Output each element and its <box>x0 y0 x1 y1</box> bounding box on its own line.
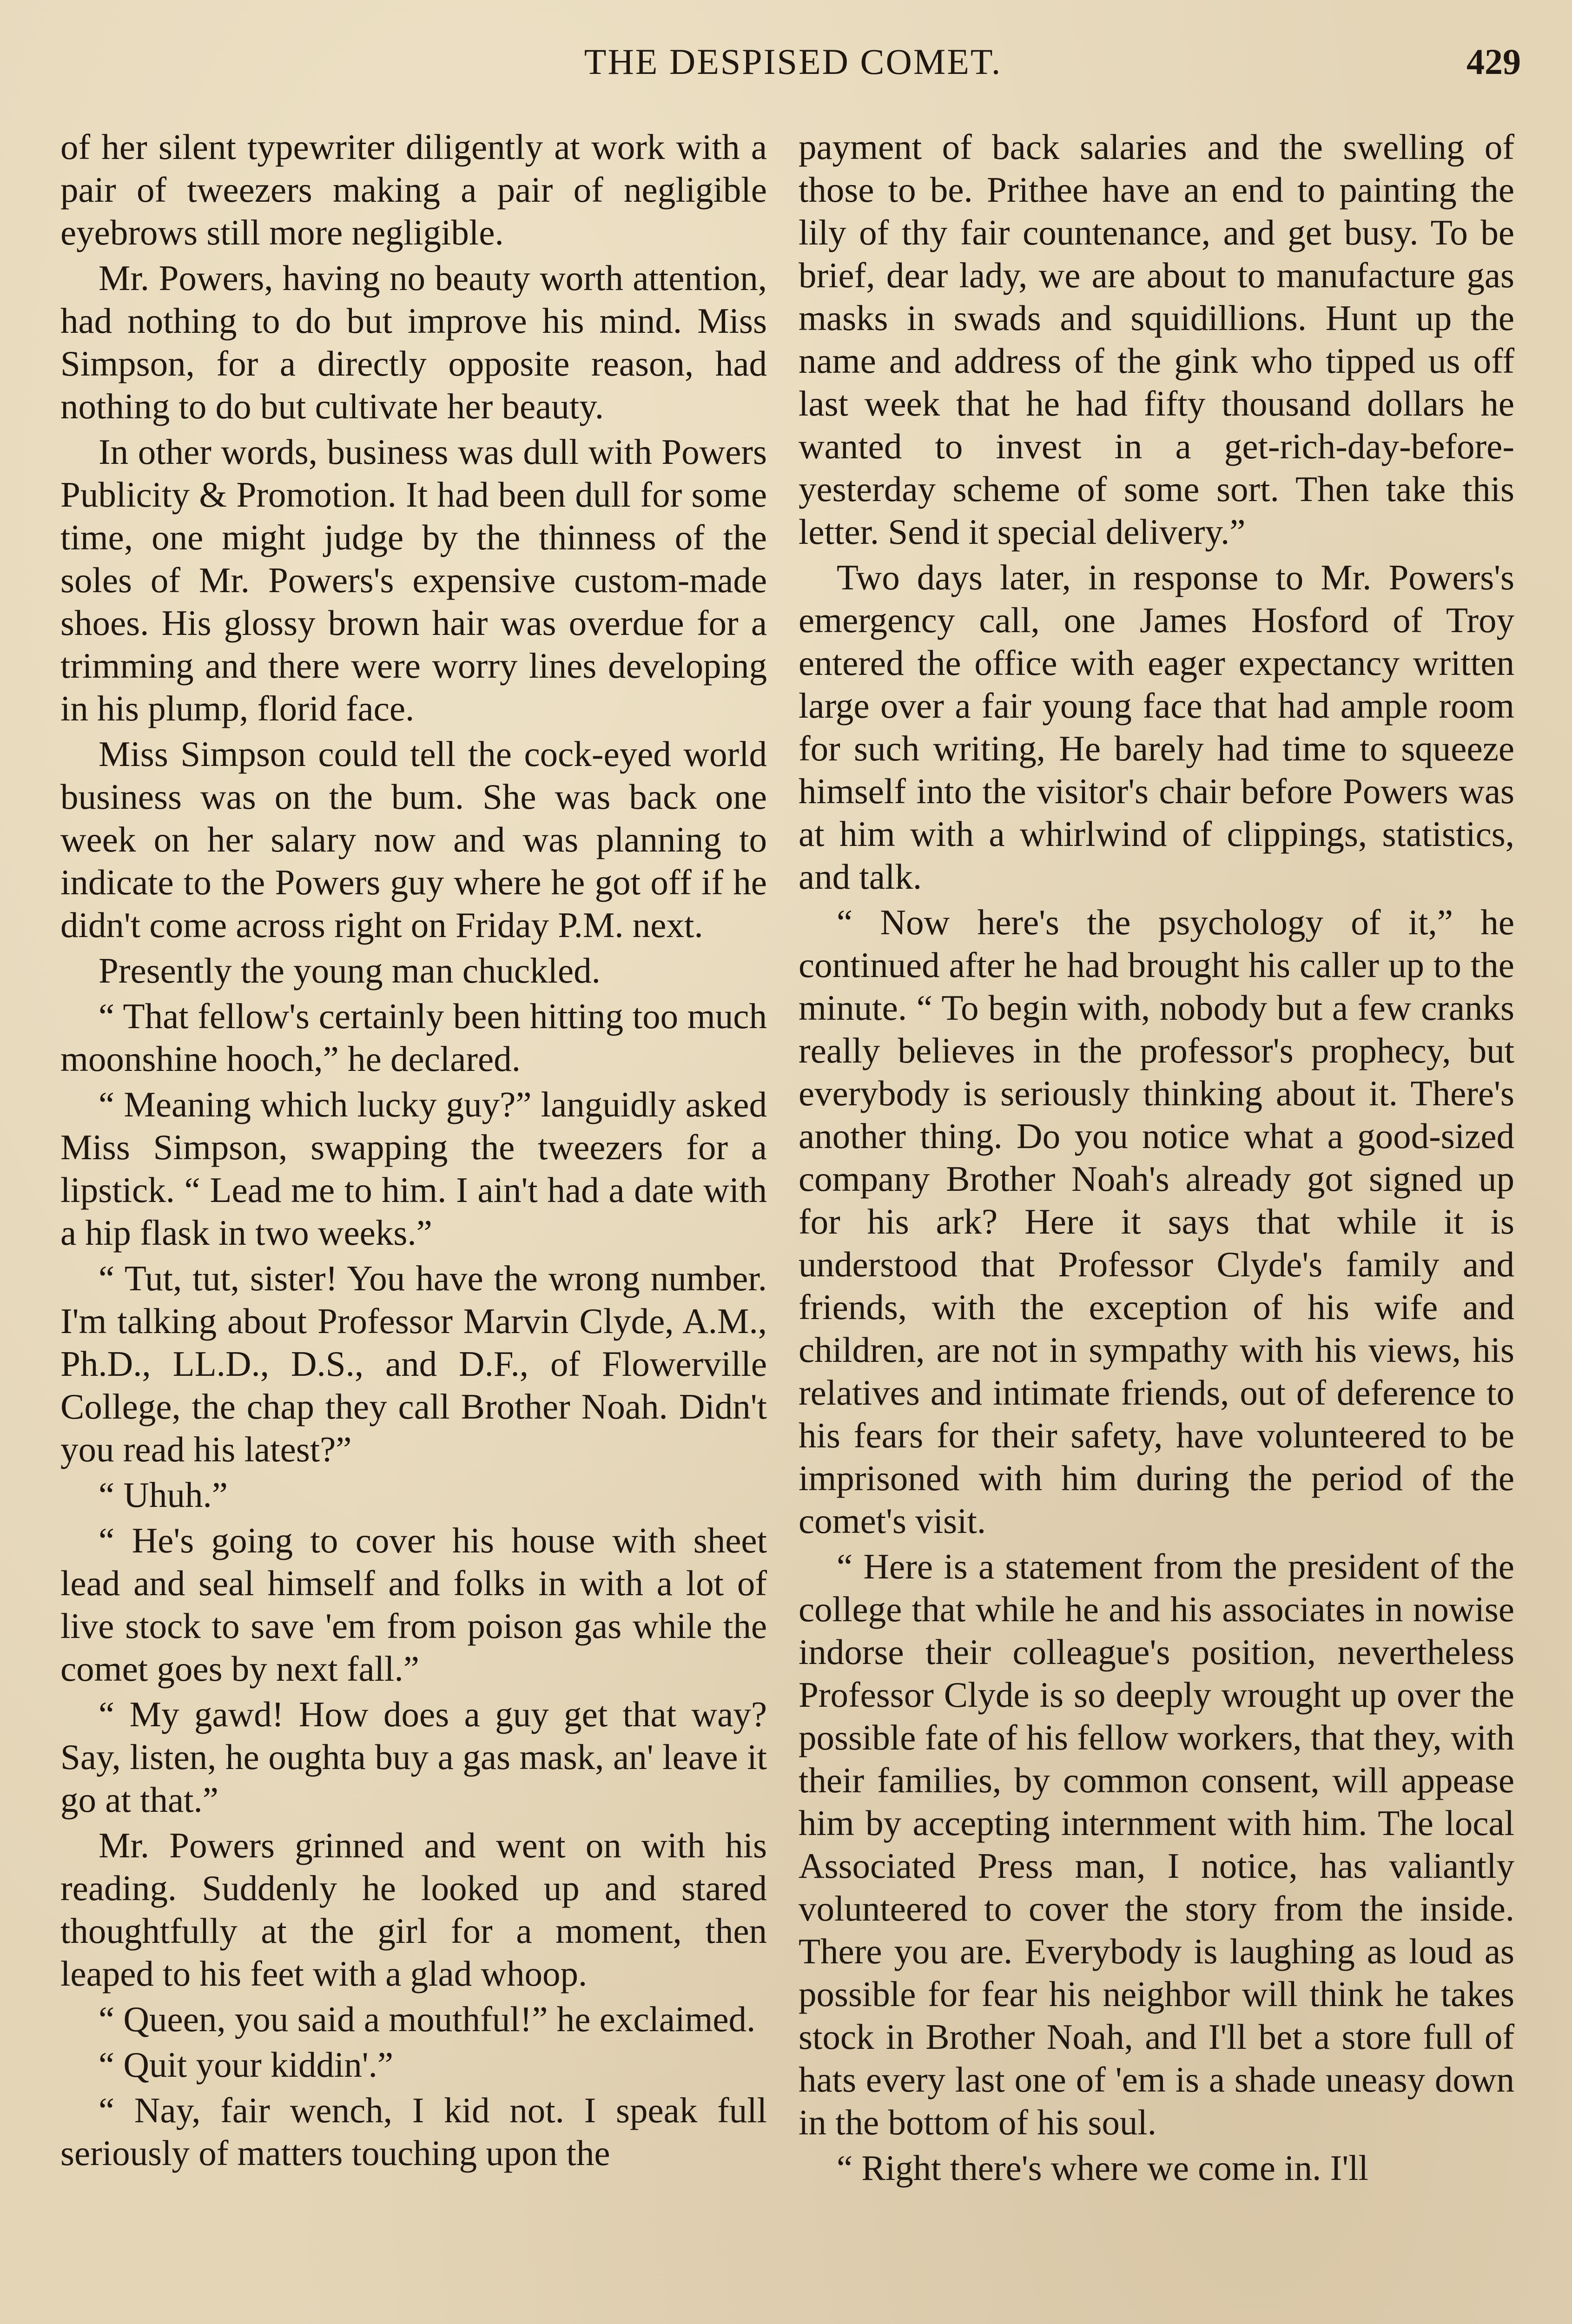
paragraph: “ Nay, fair wench, I kid not. I speak full seriously of matters touching upon the <box>60 2090 767 2173</box>
paragraph: payment of back salaries and the swelling of those to be. Prithee have an end to painting the lily of thy fair countenance, and get busy. To be brief, dear lady, we are about to manufacture gas masks in swads and squidillions. Hunt up the name and address of the gink who tipped us off last week that he had fifty thousand dollars he wanted to invest in a get-rich-day-before-yesterday scheme of some sort. Then take this letter. Send it special delivery.” <box>799 127 1514 552</box>
paragraph: Two days later, in response to Mr. Powers's emergency call, one James Hosford of Troy entered the office with eager expectancy written large over a fair young face that had ample room for such writing, He barely had time to squeeze himself into the visitor's chair before Powers was at him with a whirlwind of clippings, statistics, and talk. <box>799 557 1514 897</box>
paragraph: Mr. Powers, having no beauty worth attention, had nothing to do but improve his mind. Miss Simpson, for a directly opposite reason, had nothing to do but cultivate her beauty. <box>60 258 767 426</box>
left-column <box>60 125 767 2177</box>
paragraph: “ He's going to cover his house with sheet lead and seal himself and folks in with a lot of live stock to save 'em from poison gas while the comet goes by next fall.” <box>60 1520 767 1689</box>
paragraph: “ Tut, tut, sister! You have the wrong number. I'm talking about Professor Marvin Clyde, A.M., Ph.D., LL.D., D.S., and D.F., of Flowerville College, the chap they call Brother Noah. Didn't you read his latest?” <box>60 1258 767 1469</box>
paragraph: “ Quit your kiddin'.” <box>99 2045 394 2085</box>
paragraph: Miss Simpson could tell the cock-eyed world business was on the bum. She was back one week on her salary now and was planning to indicate to the Powers guy where he got off if he didn't come across right on Friday P.M. next. <box>60 734 767 945</box>
paragraph: of her silent typewriter diligently at work with a pair of tweezers making a pair of negligible eyebrows still more negligible. <box>60 127 767 252</box>
paragraph: “ Meaning which lucky guy?” languidly asked Miss Simpson, swapping the tweezers for a lipstick. “ Lead me to him. I ain't had a date with a hip flask in two weeks.” <box>60 1084 767 1253</box>
paragraph: “ Here is a statement from the president of the college that while he and his associates in nowise indorse their colleague's position, nevertheless Professor Clyde is so deeply wrought up over the possible fate of his fellow workers, that they, with their families, by common consent, will appease him by accepting internment with him. The local Associated Press man, I notice, has valiantly volunteered to cover the story from the inside. There you are. Everybody is laughing as loud as possible for fear his neighbor will think he takes stock in Brother Noah, and I'll bet a store full of hats every last one of 'em is a shade uneasy down in the bottom of his soul. <box>799 1546 1514 2142</box>
paragraph: “ Now here's the psychology of it,” he continued after he had brought his caller up to the minute. “ To begin with, nobody but a few cranks really believes in the professor's prophecy, but everybody is seriously thinking about it. There's another thing. Do you notice what a good-sized company Brother Noah's already got signed up for his ark? Here it says that while it is understood that Professor Clyde's family and friends, with the exception of his wife and children, are not in sympathy with his views, his relatives and intimate friends, out of deference to his fears for their safety, have volunteered to be imprisoned with him during the period of the comet's visit. <box>799 902 1514 1541</box>
paragraph: “ Right there's where we come in. I'll <box>837 2148 1368 2188</box>
page-number: 429 <box>1466 41 1521 82</box>
right-column <box>799 125 1514 2192</box>
paragraph: “ Queen, you said a mouthful!” he exclaimed. <box>99 1999 756 2039</box>
paragraph: Presently the young man chuckled. <box>99 951 601 990</box>
running-header <box>65 41 1521 97</box>
paragraph: “ Uhuh.” <box>99 1475 228 1515</box>
paragraph: Mr. Powers grinned and went on with his reading. Suddenly he looked up and stared thoughtfully at the girl for a moment, then leaped to his feet with a glad whoop. <box>60 1825 767 1994</box>
paragraph: “ That fellow's certainly been hitting too much moonshine hooch,” he declared. <box>60 996 767 1079</box>
paragraph: In other words, business was dull with Powers Publicity & Promotion. It had been dull for some time, one might judge by the thinness of the soles of Mr. Powers's expensive custom-made shoes. His glossy brown hair was overdue for a trimming and there were worry lines developing in his plump, florid face. <box>60 432 767 728</box>
paragraph: “ My gawd! How does a guy get that way? Say, listen, he oughta buy a gas mask, an' leave it go at that.” <box>60 1694 767 1820</box>
running-title: THE DESPISED COMET. <box>584 41 1002 82</box>
